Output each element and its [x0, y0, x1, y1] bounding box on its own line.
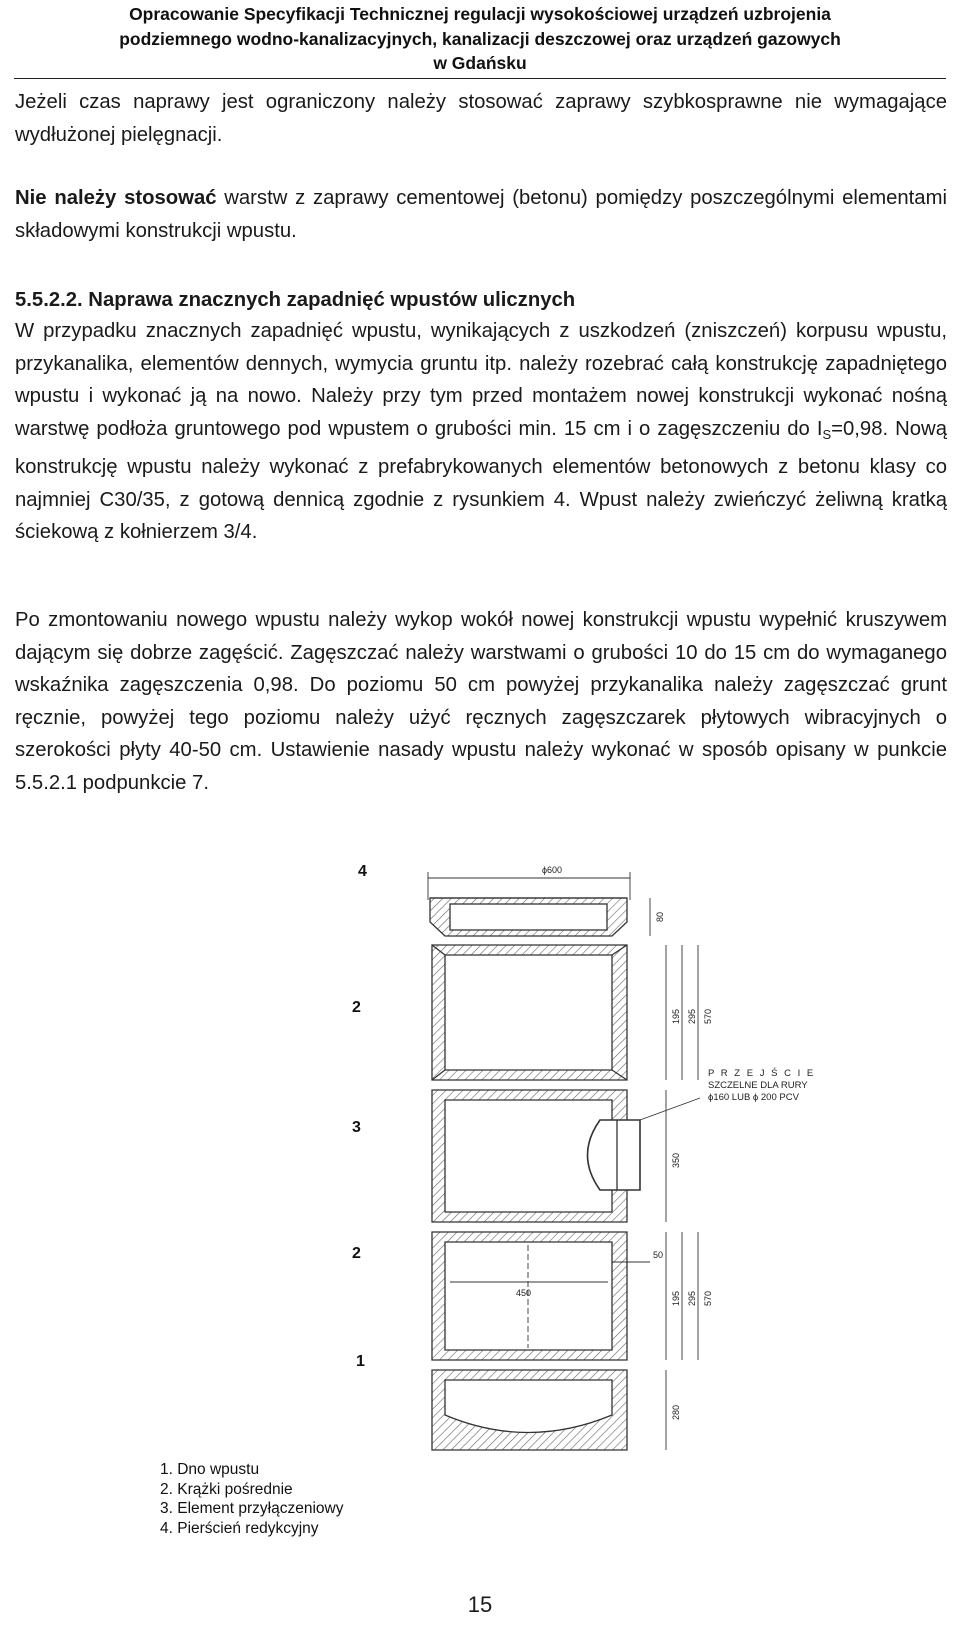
dimension-label: 295: [687, 1008, 697, 1024]
pipe-passage-note: ϕ160 LUB ϕ 200 PCV: [708, 1092, 799, 1103]
pipe-passage-note: P R Z E J Ś C I E: [708, 1068, 816, 1079]
dimension-label: 450: [516, 1288, 532, 1298]
paragraph-backfill: Po zmontowaniu nowego wpustu należy wykop wokół nowej konstrukcji wpustu wypełnić kruszywem dającym się dobrze zagęścić. Zagęszczać należy warstwami o grubości 10 do 15 cm do wymaganego wskaźnika zagęszczenia 0,98. Do poziomu 50 cm powyżej przykanalika należy zagęszczać grunt ręcznie, powyżej tego poziomu należy użyć ręcznych zagęszczarek płytowych wibracyjnych o szerokości płyty 40-50 cm. Ustawienie nasady wpustu należy wykonać w sposób opisany w punkcie 5.5.2.1 podpunkcie 7.: [15, 609, 947, 794]
header-line-1: Opracowanie Specyfikacji Technicznej regulacji wysokościowej urządzeń uzbrojenia: [129, 4, 831, 24]
dimension-label: 195: [671, 1008, 681, 1024]
drawing-legend: [160, 1460, 344, 1538]
dimension-label: 80: [655, 911, 665, 922]
dimension-label: 50: [653, 1250, 664, 1260]
connection-element: [432, 1090, 640, 1222]
label-number: 2: [352, 1245, 361, 1262]
reducing-ring-element: [430, 898, 627, 936]
legend-item: 3. Element przyłączeniowy: [160, 1500, 344, 1517]
paragraph-repair-mortar: Jeżeli czas naprawy jest ograniczony należy stosować zaprawy szybkosprawne nie wymagające wydłużonej pielęgnacji.: [15, 91, 947, 146]
intermediate-ring-upper: [432, 945, 627, 1080]
dimension-label: 570: [703, 1290, 713, 1306]
label-number: 4: [358, 863, 367, 880]
subscript-s: S: [822, 426, 832, 442]
paragraph-main: W przypadku znacznych zapadnięć wpustu, wynikających z uszkodzeń (zniszczeń) korpusu wpustu, przykanalika, elementów dennych, wymycia gruntu itp. należy rozebrać całą konstrukcję zapadniętego wpustu i wykonać ją na nowo. Należy przy tym przed montażem nowej konstrukcji wykonać nośną warstwę podłoża gruntowego pod wpustem o grubości min. 15 cm i o zagęszczeniu do I: [15, 320, 947, 440]
paragraph-after: =0,98. Nową konstrukcję wpustu należy wykonać z prefabrykowanych elementów betonowych z betonu klasy co najmniej C30/35, z gotową dennicą zgodnie z rysunkiem 4. Wpust należy zwieńczyć żeliwną kratką ściekową z kołnierzem 3/4.: [15, 417, 947, 543]
pipe-passage-note: SZCZELNE DLA RURY: [708, 1080, 808, 1091]
page-number: 15: [467, 1592, 493, 1617]
dimension-label: 280: [671, 1404, 681, 1420]
legend-item: 2. Krążki pośrednie: [160, 1480, 293, 1498]
legend-item: 4. Pierścień redykcyjny: [160, 1519, 319, 1537]
header-line-3: w Gdańsku: [433, 53, 527, 73]
legend-item: 1. Dno wpustu: [160, 1461, 260, 1478]
label-number: 1: [356, 1353, 365, 1370]
header-line-2: podziemnego wodno-kanalizacyjnych, kanalizacji deszczowej oraz urządzeń gazowych: [119, 28, 841, 49]
emphasis-text: Nie należy stosować: [15, 187, 217, 209]
label-number: 2: [352, 999, 361, 1016]
dimension-label: 195: [671, 1290, 681, 1306]
section-heading: 5.5.2.2. Naprawa znacznych zapadnięć wpustów ulicznych: [15, 289, 576, 311]
inlet-bottom-element: [432, 1370, 627, 1450]
dimension-label: 350: [671, 1152, 681, 1168]
dimension-label: 295: [687, 1290, 697, 1306]
label-number: 3: [352, 1119, 361, 1136]
dimension-label: ϕ600: [542, 865, 563, 875]
dimension-label: 570: [703, 1008, 713, 1024]
paragraph-rest: warstw z zaprawy cementowej (betonu) pomiędzy poszczególnymi elementami składowymi konstrukcji wpustu.: [15, 187, 947, 242]
